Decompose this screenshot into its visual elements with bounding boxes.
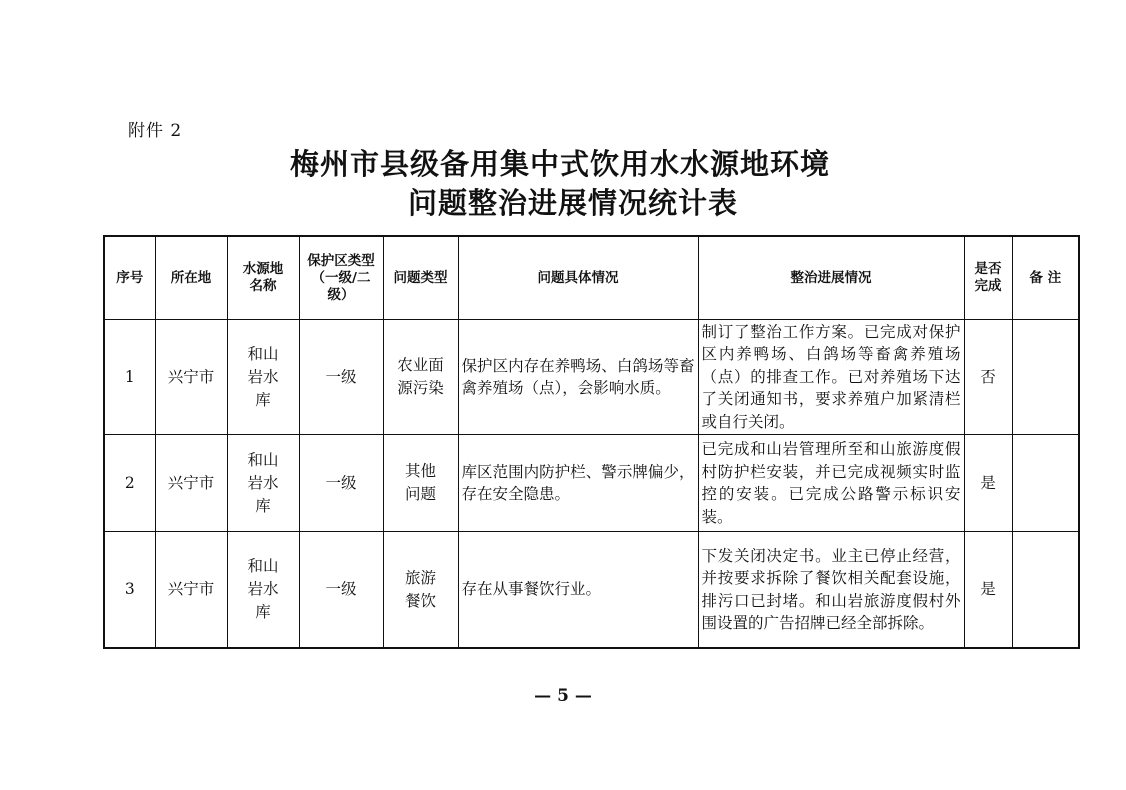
header-progress: 整治进展情况 xyxy=(698,236,964,320)
cell-progress: 已完成和山岩管理所至和山旅游度假村防护栏安装，并已完成视频实时监控的安装。已完成公路警示标识安装。 xyxy=(698,435,964,532)
attachment-label: 附件 2 xyxy=(128,121,183,141)
cell-zone-type: 一级 xyxy=(299,435,383,532)
header-zone-type: 保护区类型（一级/二级） xyxy=(299,236,383,320)
cell-no: 1 xyxy=(104,320,155,435)
table-row xyxy=(104,435,1079,532)
cell-location: 兴宁市 xyxy=(155,532,227,649)
cell-problem-detail: 保护区内存在养鸭场、白鸽场等畜禽养殖场（点），会影响水质。 xyxy=(458,320,698,435)
cell-problem-type: 旅游餐饮 xyxy=(383,532,458,649)
page-number: — 5 — xyxy=(534,686,592,706)
cell-water-source: 和山岩水库 xyxy=(227,435,299,532)
header-completed: 是否完成 xyxy=(964,236,1012,320)
cell-no: 3 xyxy=(104,532,155,649)
document-title-line-1: 梅州市县级备用集中式饮用水水源地环境 xyxy=(289,147,830,181)
cell-zone-type: 一级 xyxy=(299,320,383,435)
cell-location: 兴宁市 xyxy=(155,435,227,532)
cell-water-source: 和山岩水库 xyxy=(227,320,299,435)
document-title-line-2: 问题整治进展情况统计表 xyxy=(407,186,738,220)
cell-water-source: 和山岩水库 xyxy=(227,532,299,649)
cell-completed: 是 xyxy=(964,532,1012,649)
table-row xyxy=(104,532,1079,649)
cell-no: 2 xyxy=(104,435,155,532)
cell-problem-type: 其他问题 xyxy=(383,435,458,532)
cell-progress: 下发关闭决定书。业主已停止经营，并按要求拆除了餐饮相关配套设施，排污口已封堵。和山岩旅游度假村外围设置的广告招牌已经全部拆除。 xyxy=(698,532,964,649)
cell-problem-type: 农业面源污染 xyxy=(383,320,458,435)
table-header-row xyxy=(104,236,1079,320)
cell-progress: 制订了整治工作方案。已完成对保护区内养鸭场、白鸽场等畜禽养殖场（点）的排查工作。已对养殖场下达了关闭通知书，要求养殖户加紧清栏或自行关闭。 xyxy=(698,320,964,435)
header-water-source: 水源地名称 xyxy=(227,236,299,320)
header-problem-detail: 问题具体情况 xyxy=(458,236,698,320)
table-row xyxy=(104,320,1079,435)
header-problem-type: 问题类型 xyxy=(383,236,458,320)
cell-remark xyxy=(1012,435,1079,532)
cell-location: 兴宁市 xyxy=(155,320,227,435)
cell-remark xyxy=(1012,320,1079,435)
progress-statistics-table xyxy=(103,235,1080,649)
header-location: 所在地 xyxy=(155,236,227,320)
header-no: 序号 xyxy=(104,236,155,320)
header-remark: 备 注 xyxy=(1012,236,1079,320)
cell-remark xyxy=(1012,532,1079,649)
cell-completed: 否 xyxy=(964,320,1012,435)
cell-problem-detail: 存在从事餐饮行业。 xyxy=(458,532,698,649)
cell-zone-type: 一级 xyxy=(299,532,383,649)
cell-completed: 是 xyxy=(964,435,1012,532)
cell-problem-detail: 库区范围内防护栏、警示牌偏少，存在安全隐患。 xyxy=(458,435,698,532)
